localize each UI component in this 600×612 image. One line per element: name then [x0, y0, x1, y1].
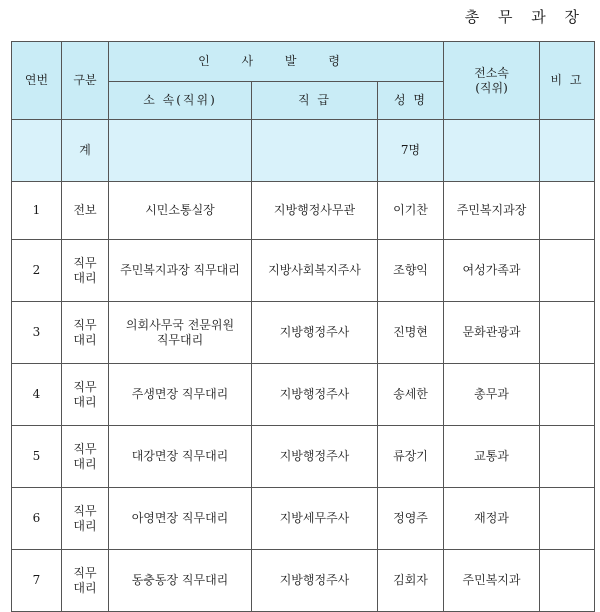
cell-rank: 지방행정주사 — [252, 550, 378, 612]
header-affiliation: 소 속(직위) — [109, 82, 252, 120]
header-previous: 전소속 (직위) — [444, 42, 540, 120]
cell-no: 6 — [12, 488, 62, 550]
cell-remarks — [540, 426, 595, 488]
cell-remarks — [540, 488, 595, 550]
cell-previous: 교통과 — [444, 426, 540, 488]
cell-type: 직무 대리 — [62, 550, 109, 612]
cell-previous: 주민복지과장 — [444, 182, 540, 240]
cell-no: 7 — [12, 550, 62, 612]
cell-no: 3 — [12, 302, 62, 364]
cell-name: 류장기 — [378, 426, 444, 488]
cell-name: 송세한 — [378, 364, 444, 426]
header-remarks: 비 고 — [540, 42, 595, 120]
cell-previous: 주민복지과 — [444, 550, 540, 612]
cell-remarks — [540, 364, 595, 426]
header-row-top — [12, 42, 595, 82]
cell-no: 1 — [12, 182, 62, 240]
total-rank — [252, 120, 378, 182]
table-row — [12, 426, 595, 488]
cell-affiliation: 시민소통실장 — [109, 182, 252, 240]
total-previous — [444, 120, 540, 182]
cell-type: 전보 — [62, 182, 109, 240]
cell-name: 진명현 — [378, 302, 444, 364]
total-label: 계 — [62, 120, 109, 182]
cell-affiliation: 아영면장 직무대리 — [109, 488, 252, 550]
total-count: 7명 — [378, 120, 444, 182]
total-row — [12, 120, 595, 182]
table-row — [12, 488, 595, 550]
cell-affiliation: 주민복지과장 직무대리 — [109, 240, 252, 302]
cell-affiliation: 대강면장 직무대리 — [109, 426, 252, 488]
cell-rank: 지방세무주사 — [252, 488, 378, 550]
table-row — [12, 240, 595, 302]
cell-type: 직무 대리 — [62, 302, 109, 364]
department-title: 총 무 과 장 — [464, 8, 586, 26]
table-row — [12, 302, 595, 364]
cell-remarks — [540, 240, 595, 302]
cell-name: 이기찬 — [378, 182, 444, 240]
table-row — [12, 364, 595, 426]
header-type: 구분 — [62, 42, 109, 120]
cell-type: 직무 대리 — [62, 240, 109, 302]
total-affiliation — [109, 120, 252, 182]
table-row — [12, 550, 595, 612]
total-no — [12, 120, 62, 182]
header-appointment: 인 사 발 령 — [109, 42, 444, 82]
personnel-table — [11, 41, 595, 612]
cell-no: 4 — [12, 364, 62, 426]
cell-name: 김회자 — [378, 550, 444, 612]
table-row — [12, 182, 595, 240]
cell-name: 조향익 — [378, 240, 444, 302]
cell-previous: 문화관광과 — [444, 302, 540, 364]
cell-name: 정영주 — [378, 488, 444, 550]
cell-no: 2 — [12, 240, 62, 302]
cell-affiliation: 주생면장 직무대리 — [109, 364, 252, 426]
cell-previous: 총무과 — [444, 364, 540, 426]
cell-previous: 재정과 — [444, 488, 540, 550]
cell-type: 직무 대리 — [62, 488, 109, 550]
cell-remarks — [540, 182, 595, 240]
cell-rank: 지방행정주사 — [252, 302, 378, 364]
cell-previous: 여성가족과 — [444, 240, 540, 302]
cell-no: 5 — [12, 426, 62, 488]
cell-type: 직무 대리 — [62, 364, 109, 426]
cell-rank: 지방행정사무관 — [252, 182, 378, 240]
header-no: 연번 — [12, 42, 62, 120]
header-name: 성 명 — [378, 82, 444, 120]
cell-remarks — [540, 550, 595, 612]
cell-affiliation: 의회사무국 전문위원 직무대리 — [109, 302, 252, 364]
cell-affiliation: 동충동장 직무대리 — [109, 550, 252, 612]
cell-remarks — [540, 302, 595, 364]
total-remarks — [540, 120, 595, 182]
cell-rank: 지방행정주사 — [252, 364, 378, 426]
cell-type: 직무 대리 — [62, 426, 109, 488]
header-rank: 직 급 — [252, 82, 378, 120]
cell-rank: 지방행정주사 — [252, 426, 378, 488]
cell-rank: 지방사회복지주사 — [252, 240, 378, 302]
